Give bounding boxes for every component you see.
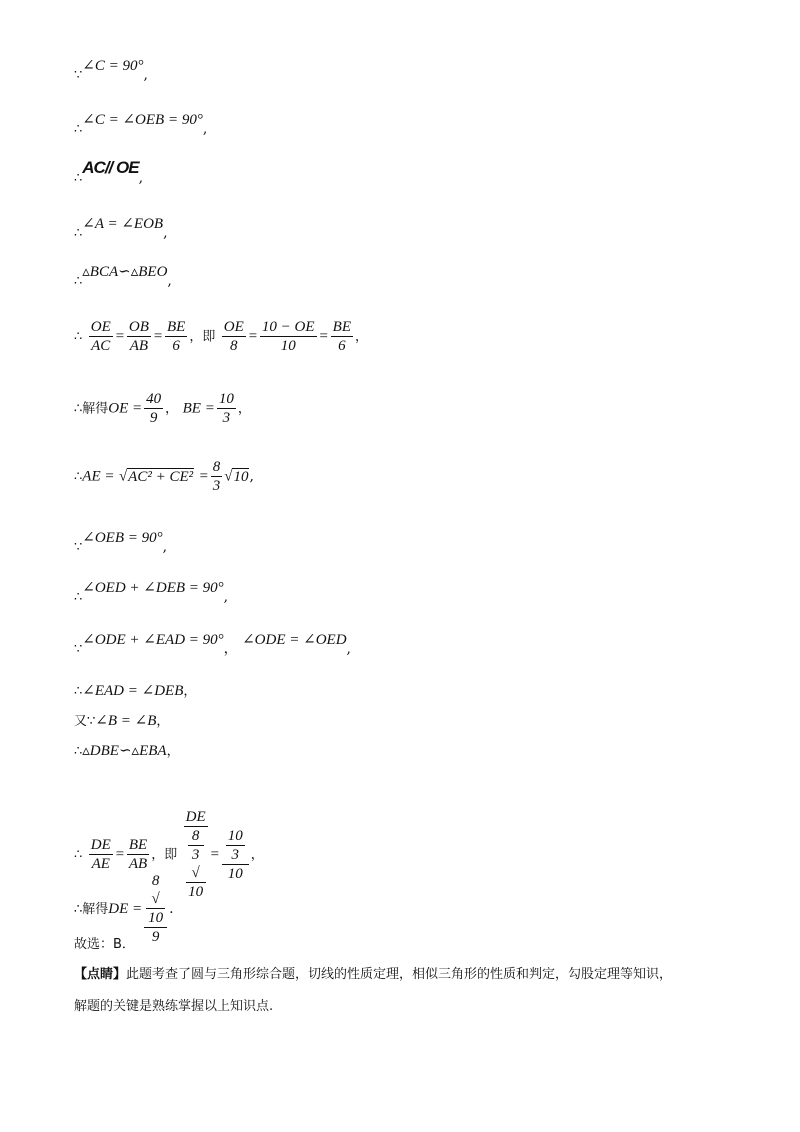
fraction: $\frac{BE}{AB}$ (128, 837, 148, 872)
therefore-symbol: ∴ (74, 590, 83, 605)
therefore-symbol: ∴ (74, 684, 83, 699)
fraction: $\frac{BE}{6}$ (332, 319, 351, 354)
step-16: ∴解得DE = 8 √ 10 9 . (74, 873, 174, 945)
step-12: ∴∠EAD = ∠DEB， (74, 683, 197, 699)
step-7: ∴解得OE = $\frac{40}{9}$ ， BE = $\frac{10}{3}$ ， (74, 391, 251, 426)
step-14: ∴▵DBE∽▵EBA， (74, 743, 180, 759)
step-2-tail: , (202, 121, 208, 137)
therefore-symbol: ∴ (74, 226, 83, 241)
fraction: $\frac{40}{9}$ (146, 391, 162, 426)
step-11: ∵∠ODE + ∠EAD = 90°， ∠ODE = ∠OED, (74, 632, 351, 657)
because-symbol: ∵ (74, 642, 83, 657)
step-12-expr: ∠EAD = ∠DEB (82, 683, 184, 699)
step-4 (74, 216, 168, 243)
compound-fraction: 10 3 10 (222, 827, 249, 883)
step-1-expr: ∠C = 90° (82, 58, 144, 74)
step-1 (74, 58, 148, 85)
step-9-expr: ∠OEB = 90° (82, 530, 163, 546)
step-15-mid: ，即 (151, 847, 178, 863)
fraction: 8 √ 10 9 (144, 872, 167, 946)
therefore-symbol: ∴ (74, 329, 83, 345)
fraction: $\frac{10 - OE}{10}$ (261, 319, 315, 354)
fraction: $\frac{OB}{AB}$ (128, 319, 149, 354)
step-9: ∵∠OEB = 90°, (74, 530, 168, 555)
comment-text-1: 此题考查了圆与三角形综合题，切线的性质定理，相似三角形的性质和判定，勾股定理等知识， (126, 967, 673, 982)
therefore-symbol: ∴ (74, 847, 83, 863)
fraction: $\frac{OE}{8}$ (223, 319, 244, 354)
comment-line-2: 解题的关键是熟练掌握以上知识点. (74, 999, 274, 1014)
step-5 (74, 264, 172, 291)
fraction: $\frac{BE}{6}$ (166, 319, 186, 354)
solve-label: ∴解得 (74, 902, 109, 917)
step-5-tail: , (167, 273, 172, 289)
step-13: 又∵∠B = ∠B， (74, 713, 170, 729)
step-4-expr: ∠A = ∠EOB (82, 216, 164, 232)
step-10: ∴∠OED + ∠DEB = 90°, (74, 580, 229, 605)
because-symbol: ∵ (74, 540, 83, 555)
step-2 (74, 112, 208, 139)
fraction: $\frac{DE}{AE}$ (90, 837, 111, 872)
answer-line: 故选：B． (74, 937, 135, 952)
fraction: $\frac{10}{3}$ (218, 391, 234, 426)
step-5-expr: ▵BCA∽▵BEO (82, 264, 168, 280)
square-root: 10 (233, 468, 249, 485)
therefore-symbol: ∴ (74, 171, 83, 186)
step-15: ∴ $\frac{DE}{AE}$ = $\frac{BE}{AB}$ ，即 DE 8 3 √ 10 = 10 3 10 ， (74, 809, 264, 900)
step-11-expr: ∠ODE + ∠EAD = 90° (82, 632, 224, 648)
fraction: $\frac{OE}{AC}$ (90, 319, 111, 354)
solve-label: ∴解得 (74, 401, 109, 417)
step-14-expr: ▵DBE∽▵EBA (82, 743, 167, 759)
square-root: AC² + CE² (128, 468, 194, 485)
also-because-label: 又∵ (74, 714, 96, 729)
step-4-tail: , (163, 225, 168, 241)
step-6-mid: ，即 (189, 329, 216, 345)
step-3 (74, 158, 144, 188)
step-3-tail: , (138, 170, 144, 186)
step-11-expr2: ∠ODE = ∠OED (242, 632, 347, 648)
therefore-symbol: ∴ (74, 744, 83, 759)
because-symbol: ∵ (74, 68, 83, 83)
fraction: $\frac{8}{3}$ (212, 459, 221, 494)
step-10-expr: ∠OED + ∠DEB = 90° (82, 580, 224, 596)
therefore-symbol: ∴ (74, 469, 83, 485)
therefore-symbol: ∴ (74, 122, 83, 137)
step-8: ∴AE = √AC² + CE² = $\frac{8}{3}$ √10, (74, 459, 254, 494)
therefore-symbol: ∴ (74, 274, 83, 289)
step-6: ∴ $\frac{OE}{AC}$ = $\frac{OB}{AB}$ = $\frac{BE}{6}$ ，即 $\frac{OE}{8}$ = $\frac{10 - OE}{10}$ = $\frac{BE}{6}$ ， (74, 319, 368, 354)
step-3-expr: AC// OE (82, 158, 139, 177)
step-1-tail: , (143, 67, 148, 83)
comment-heading: 【点睛】 (74, 967, 127, 982)
step-2-expr: ∠C = ∠OEB = 90° (82, 112, 203, 128)
compound-fraction: DE 8 3 √ 10 (185, 809, 206, 900)
step-13-expr: ∠B = ∠B (95, 713, 157, 729)
comment-line-1 (74, 966, 672, 984)
